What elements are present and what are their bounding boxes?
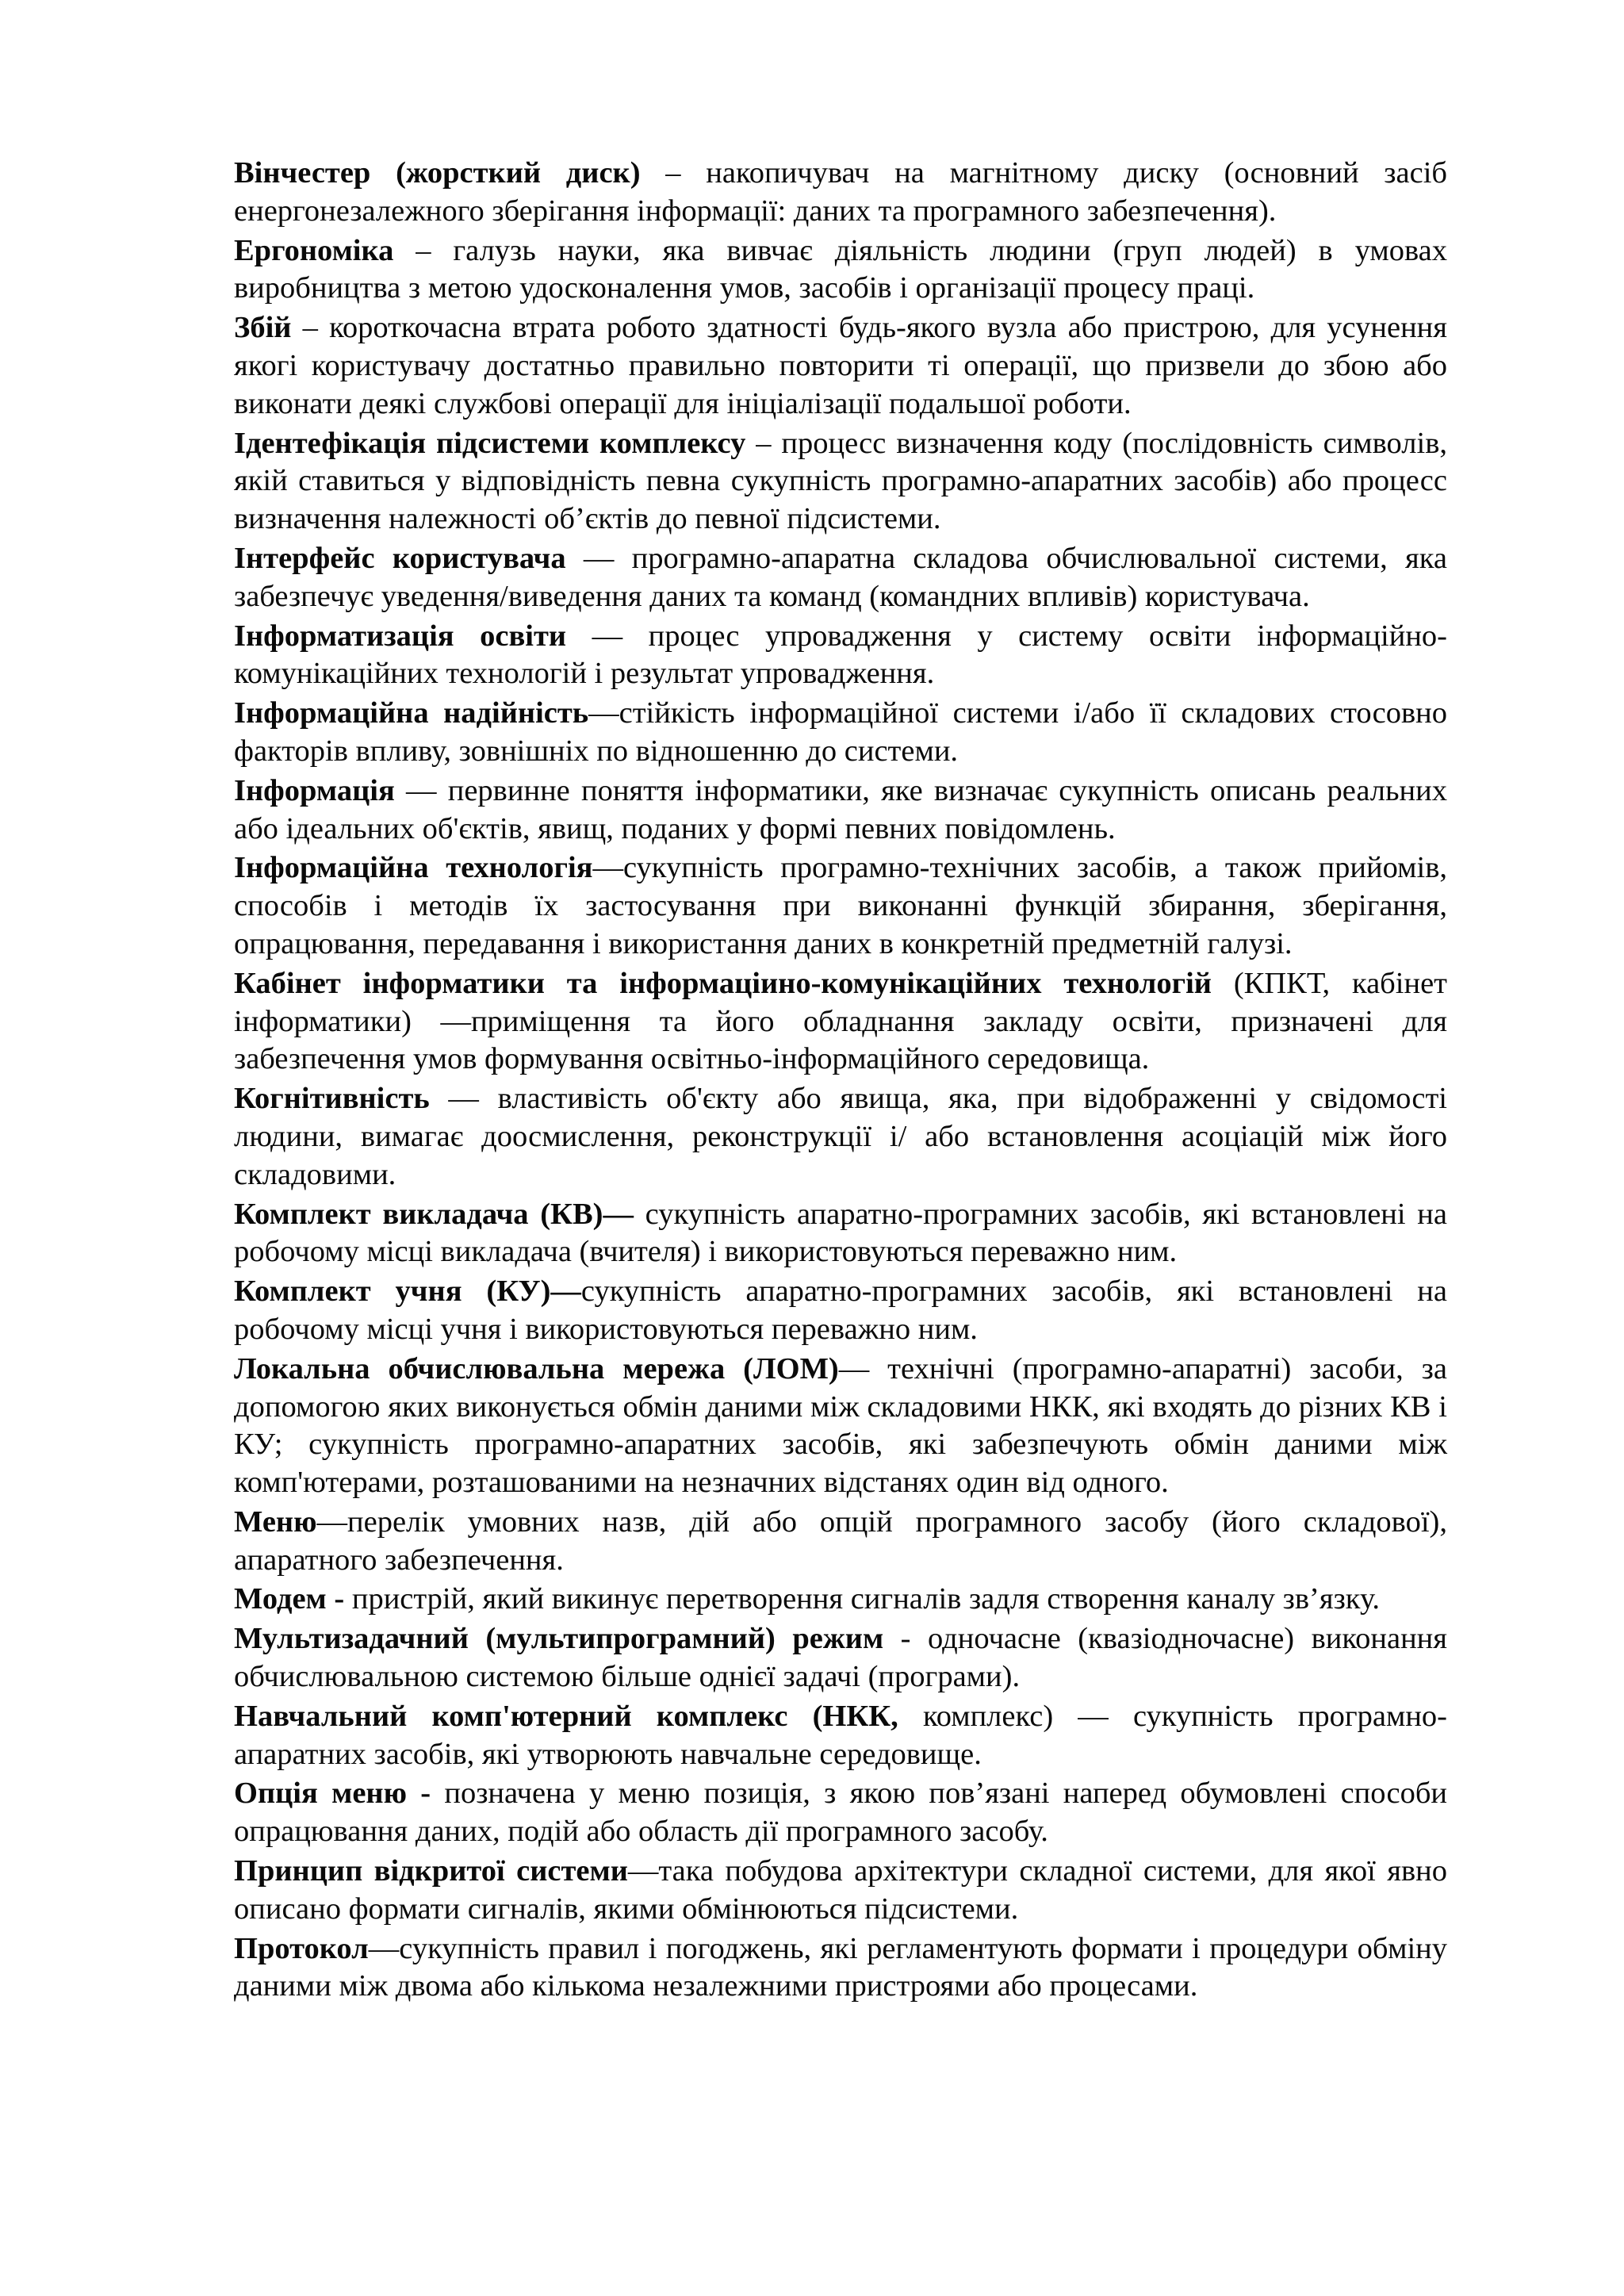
definition: —сукупність правил і погоджень, які регламентують формати і процедури обміну даними між двома або кількома незалежними пристроями або процесами.: [234, 1931, 1447, 2003]
definition: — первинне поняття інформатики, яке визначає сукупність описань реальних або ідеальних об'єктів, явищ, поданих у формі певних повідомлень.: [234, 773, 1447, 845]
definition: пристрій, який викинує перетворення сигналів задля створення каналу зв’язку.: [344, 1582, 1380, 1616]
glossary-entry-multitasking: [234, 1620, 1447, 1696]
glossary-entry-cognitivity: [234, 1080, 1447, 1194]
glossary-entry-info-technology: [234, 849, 1447, 963]
term: Модем -: [234, 1582, 345, 1616]
definition: комплекс) — сукупність програмно-апаратних засобів, які утворюють навчальне середовище.: [234, 1699, 1447, 1771]
glossary-entry-hard-disk: [234, 155, 1447, 231]
glossary-page: [234, 155, 1447, 2007]
definition: (КПКТ, кабінет інформатики) —приміщення та його обладнання закладу освіти, призначені для забезпечення умов формування освітньо-інформаційного середовища.: [234, 966, 1447, 1076]
term: Когнітивність: [234, 1082, 430, 1116]
glossary-entry-protocol: [234, 1930, 1447, 2007]
term: Комплект учня (КУ)—: [234, 1274, 581, 1309]
term: Навчальний комп'ютерний комплекс (НКК,: [234, 1699, 898, 1733]
definition: —така побудова архітектури складної системи, для якої явно описано формати сигналів, якими обмінюються підсистеми.: [234, 1854, 1447, 1926]
term: Інформаційна технологія: [234, 851, 593, 885]
term: Протокол: [234, 1931, 369, 1965]
term: Опція меню -: [234, 1777, 431, 1811]
definition: — процес упровадження у систему освіти інформаційно-комунікаційних технологій і результат упровадження.: [234, 619, 1447, 691]
definition: – накопичувач на магнітному диску (основний засіб енергонезалежного зберігання інформації: даних та програмного забезпечення).: [234, 156, 1447, 228]
definition: — програмно-апаратна складова обчислювальної системи, яка забезпечує уведення/виведення даних та команд (командних впливів) користувача.: [234, 541, 1447, 613]
term: Ідентефікація підсистеми комплексу: [234, 426, 746, 460]
glossary-entry-failure: [234, 309, 1447, 423]
definition: – короткочасна втрата робото здатності будь-якого вузла або пристрою, для усунення якогі користувачу достатньо правильно повторити ті операції, що призвели до збою або виконати деякі службові операції для ініціалізації подальшої роботи.: [234, 311, 1447, 420]
term: Збій: [234, 311, 292, 345]
definition: сукупність апаратно-програмних засобів, які встановлені на робочому місці учня і використовуються переважно ним.: [234, 1274, 1447, 1346]
glossary-entry-ergonomics: [234, 232, 1447, 309]
term: Інформація: [234, 773, 395, 807]
glossary-entry-lan: [234, 1351, 1447, 1502]
term: Кабінет інформатики та інформаціино-комунікаційних технологій: [234, 966, 1212, 1000]
definition: сукупність апаратно-програмних засобів, які встановлені на робочому місці викладача (вчителя) і використовуються переважно ним.: [234, 1197, 1447, 1269]
definition: - одночасне (квазіодночасне) виконання обчислювальною системою більше однієї задачі (програми).: [234, 1622, 1447, 1694]
glossary-entry-info-reliability: [234, 695, 1447, 771]
definition: —стійкість інформаційної системи і/або її складових стосовно факторів впливу, зовнішніх по відношенню до системи.: [234, 696, 1447, 768]
definition: —перелік умовних назв, дій або опцій програмного засобу (його складової), апаратного забезпечення.: [234, 1504, 1447, 1577]
definition: —сукупність програмно-технічних засобів, а також прийомів, способів і методів їх застосування при виконанні функцій збирання, зберігання, опрацювання, передавання і використання даних в конкретній предметній галузі.: [234, 851, 1447, 960]
definition: позначена у меню позиція, з якою пов’язані наперед обумовлені способи опрацювання даних, подій або область дії програмного засобу.: [234, 1777, 1448, 1849]
glossary-entry-nkk: [234, 1698, 1447, 1774]
glossary-entry-cabinet: [234, 965, 1447, 1079]
term: Вінчестер (жорсткий диск): [234, 156, 641, 190]
definition: — властивість об'єкту або явища, яка, при відображенні у свідомості людини, вимагає доосмислення, реконструкції і/ або встановлення асоціацій між його складовими.: [234, 1082, 1447, 1191]
term: Комплект викладача (КВ)—: [234, 1197, 634, 1231]
definition: – процесс визначення коду (послідовність символів, якій ставиться у відповідність певна сукупність програмно-апаратних засобів) або процесс визначення належності об’єктів до певної підсистеми.: [234, 426, 1447, 536]
glossary-entry-open-system: [234, 1853, 1447, 1929]
definition: — технічні (програмно-апаратні) засоби, за допомогою яких виконується обмін даними між складовими НКК, які входять до різних КВ і КУ; сукупність програмно-апаратних засобів, які забезпечують обмін даними між комп'ютерами, розташованими на незначних відстанях один від одного.: [234, 1351, 1447, 1500]
term: Інформаційна надійність: [234, 696, 589, 730]
term: Інтерфейс користувача: [234, 541, 566, 575]
glossary-entry-identification: [234, 425, 1447, 539]
term: Мультизадачний (мультипрограмний) режим: [234, 1622, 884, 1656]
term: Інформатизація освіти: [234, 619, 567, 653]
glossary-entry-modem: [234, 1581, 1447, 1619]
glossary-entry-student-kit: [234, 1273, 1447, 1349]
term: Меню: [234, 1504, 317, 1539]
term: Принцип відкритої системи: [234, 1854, 628, 1888]
glossary-entry-information: [234, 772, 1447, 849]
glossary-entry-menu-option: [234, 1775, 1447, 1851]
term: Ергономіка: [234, 233, 394, 267]
glossary-entry-informatization: [234, 618, 1447, 694]
definition: – галузь науки, яка вивчає діяльність людини (груп людей) в умовах виробництва з метою удосконалення умов, засобів і організації процесу праці.: [234, 233, 1447, 305]
glossary-entry-teacher-kit: [234, 1196, 1447, 1272]
glossary-entry-user-interface: [234, 540, 1447, 616]
glossary-entry-menu: [234, 1504, 1447, 1580]
term: Локальна обчислювальна мережа (ЛОМ): [234, 1351, 839, 1386]
